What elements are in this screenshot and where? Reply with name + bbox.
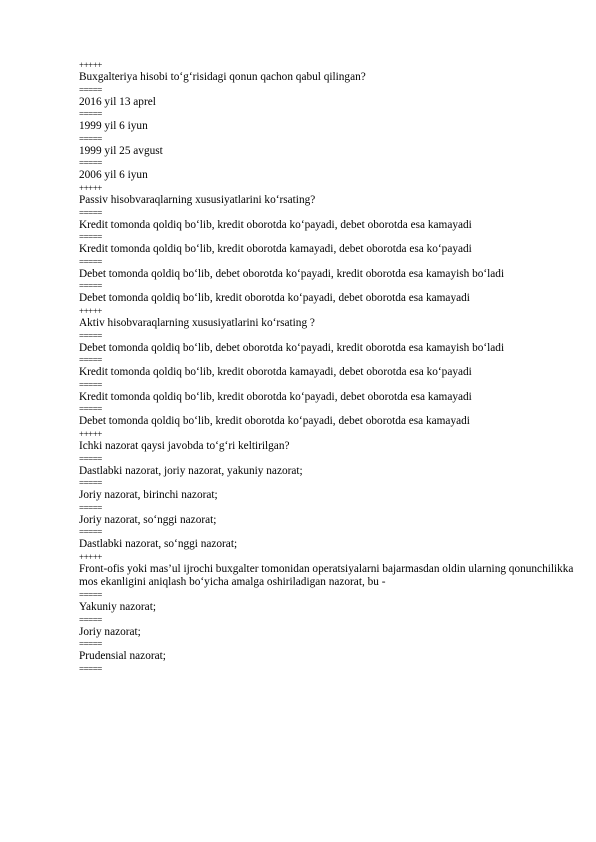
text-line: 2006 yil 6 iyun xyxy=(79,169,148,182)
text-line: 1999 yil 6 iyun xyxy=(79,120,148,133)
answer-separator: ===== xyxy=(79,330,102,341)
answer-separator: ===== xyxy=(79,379,102,390)
answer-separator: ===== xyxy=(79,281,102,292)
text-line: 1999 yil 25 avgust xyxy=(79,144,163,157)
answer-separator: ===== xyxy=(79,502,102,513)
text-line: Yakuniy nazorat; xyxy=(79,601,156,614)
answer-separator: ===== xyxy=(79,133,102,144)
answer-separator: ===== xyxy=(79,256,102,267)
text-line: Aktiv hisobvaraqlarning xususiyatlarini ko‘rsating ? xyxy=(79,316,315,329)
question-separator: +++++ xyxy=(79,305,102,316)
text-line: Dastlabki nazorat, so‘nggi nazorat; xyxy=(79,538,238,551)
answer-separator: ===== xyxy=(79,207,102,218)
answer-separator: ===== xyxy=(79,590,102,601)
text-line: Dastlabki nazorat, joriy nazorat, yakuniy nazorat; xyxy=(79,464,303,477)
text-line: Ichki nazorat qaysi javobda to‘g‘ri keltirilgan? xyxy=(79,439,290,452)
question-separator: +++++ xyxy=(79,428,102,439)
text-line: Kredit tomonda qoldiq bo‘lib, kredit oborotda ko‘payadi, debet oborotda esa kamayadi xyxy=(79,218,472,231)
text-line: Joriy nazorat, so‘nggi nazorat; xyxy=(79,513,217,526)
text-line: Buxgalteriya hisobi to‘g‘risidagi qonun qachon qabul qilingan? xyxy=(79,71,366,83)
answer-separator: ===== xyxy=(79,663,102,674)
text-line: 2016 yil 13 aprel xyxy=(79,95,156,108)
answer-separator: ===== xyxy=(79,478,102,489)
answer-separator: ===== xyxy=(79,232,102,243)
text-line: Prudensial nazorat; xyxy=(79,650,166,663)
question-text: Front-ofis yoki mas’ul ijrochi buxgalter tomonidan operatsiyalarni bajarmasdan oldin ularning qonunchilikka mos ekanligini aniqlash bo‘yicha amalga oshiriladigan nazorat, bu - xyxy=(79,562,574,589)
answer-separator: ===== xyxy=(79,84,102,95)
text-line: Joriy nazorat, birinchi nazorat; xyxy=(79,489,218,502)
text-line: Passiv hisobvaraqlarning xususiyatlarini ko‘rsating? xyxy=(79,193,316,206)
text-line: Joriy nazorat; xyxy=(79,625,141,638)
text-line: Kredit tomonda qoldiq bo‘lib, kredit oborotda kamayadi, debet oborotda esa ko‘payadi xyxy=(79,243,472,256)
text-line: Debet tomonda qoldiq bo‘lib, kredit oborotda ko‘payadi, debet oborotda esa kamayadi xyxy=(79,415,470,428)
text-line: Kredit tomonda qoldiq bo‘lib, kredit oborotda ko‘payadi, debet oborotda esa kamayadi xyxy=(79,390,472,403)
quiz-content xyxy=(79,60,579,675)
text-line: Debet tomonda qoldiq bo‘lib, kredit oborotda ko‘payadi, debet oborotda esa kamayadi xyxy=(79,292,470,305)
answer-separator: ===== xyxy=(79,355,102,366)
answer-separator: ===== xyxy=(79,527,102,538)
text-line: Debet tomonda qoldiq bo‘lib, debet oborotda ko‘payadi, kredit oborotda esa kamayish bo‘ladi xyxy=(79,341,505,354)
answer-separator: ===== xyxy=(79,109,102,120)
text-line: Kredit tomonda qoldiq bo‘lib, kredit oborotda kamayadi, debet oborotda esa ko‘payadi xyxy=(79,366,472,379)
answer-separator: ===== xyxy=(79,453,102,464)
question-separator: +++++ xyxy=(79,182,102,193)
text-line: Debet tomonda qoldiq bo‘lib, debet oborotda ko‘payadi, kredit oborotda esa kamayish bo‘ladi xyxy=(79,267,505,280)
answer-separator: ===== xyxy=(79,614,102,625)
question-separator: +++++ xyxy=(79,60,102,70)
answer-separator: ===== xyxy=(79,404,102,415)
question-separator: +++++ xyxy=(79,551,102,562)
answer-separator: ===== xyxy=(79,639,102,650)
answer-separator: ===== xyxy=(79,158,102,169)
